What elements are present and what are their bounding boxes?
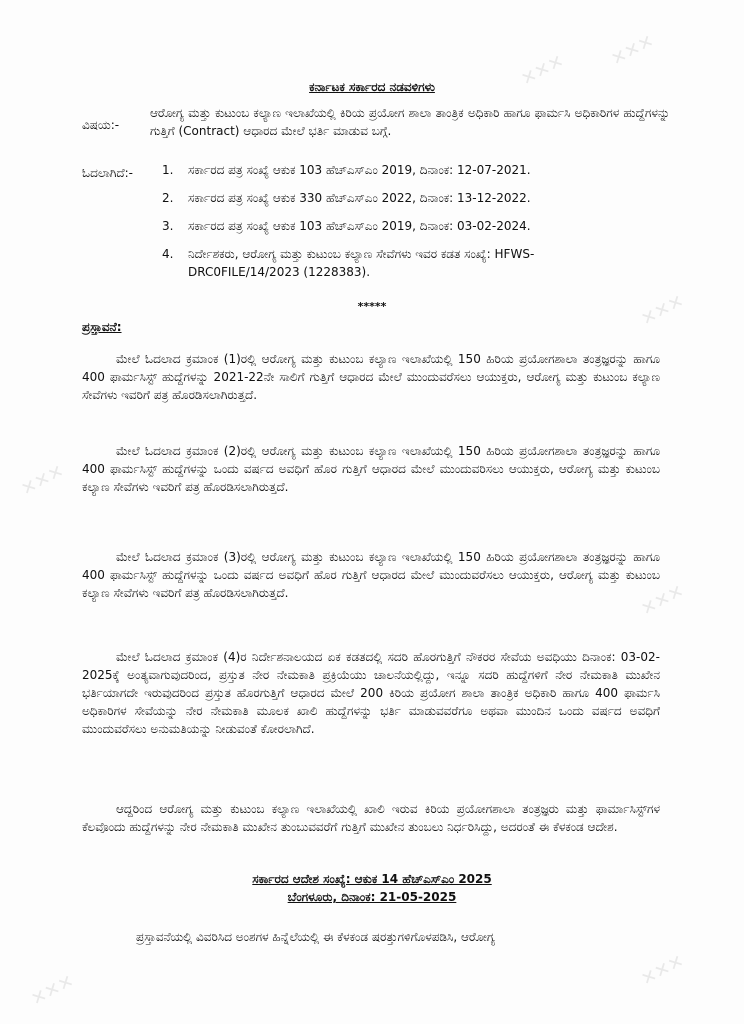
reference-text: ನಿರ್ದೇಶಕರು, ಆರೋಗ್ಯ ಮತ್ತು ಕುಟುಂಬ ಕಲ್ಯಾಣ ಸೇವೆಗಳು ಇವರ ಕಡತ ಸಂಖ್ಯೆ: HFWS-DRC0FILE/14/2023 (1228383). <box>188 247 535 279</box>
order-place-date: ಬೆಂಗಳೂರು, ದಿನಾಂಕ: 21-05-2025 <box>287 890 457 904</box>
watermark-mark: ✕✕✕ <box>607 30 658 71</box>
preamble-paragraph: ಆದ್ದರಿಂದ ಆರೋಗ್ಯ ಮತ್ತು ಕುಟುಂಬ ಕಲ್ಯಾಣ ಇಲಾಖೆಯಲ್ಲಿ ಖಾಲಿ ಇರುವ ಕಿರಿಯ ಪ್ರಯೋಗಶಾಲಾ ತಂತ್ರಜ್ಞರು ಮತ್ತು ಫಾರ್ಮಾಸಿಸ್ಟ್‌ಗಳ ಕೆಲವೊಂದು ಹುದ್ದೆಗಳನ್ನು ನೇರ ನೇಮಕಾತಿ ಮುಖೇನ ತುಂಬುವವರೆಗೆ ಗುತ್ತಿಗೆ ಮುಖೇನ ತುಂಬಲು ನಿರ್ಧರಿಸಿದ್ದು, ಅದರಂತೆ ಈ ಕೆಳಕಂಡ ಆದೇಶ. <box>82 802 660 834</box>
preamble-paragraph: ಮೇಲೆ ಓದಲಾದ ಕ್ರಮಾಂಕ (2)ರಲ್ಲಿ ಆರೋಗ್ಯ ಮತ್ತು ಕುಟುಂಬ ಕಲ್ಯಾಣ ಇಲಾಖೆಯಲ್ಲಿ 150 ಹಿರಿಯ ಪ್ರಯೋಗಶಾಲಾ ತಂತ್ರಜ್ಞರನ್ನು ಹಾಗೂ 400 ಫಾರ್ಮಸಿಸ್ಟ್ ಹುದ್ದೆಗಳನ್ನು ಒಂದು ವರ್ಷದ ಅವಧಿಗೆ ಹೊರ ಗುತ್ತಿಗೆ ಆಧಾರದ ಮೇಲೆ ಮುಂದುವರಿಸಲು ಆಯುಕ್ತರು, ಆರೋಗ್ಯ ಮತ್ತು ಕುಟುಂಬ ಕಲ್ಯಾಣ ಸೇವೆಗಳು ಇವರಿಗೆ ಪತ್ರ ಹೊರಡಿಸಲಾಗಿರುತ್ತದೆ. <box>82 444 660 494</box>
reference-item <box>162 161 642 179</box>
watermark-mark: ✕✕✕ <box>637 950 688 991</box>
reference-number: 1. <box>162 163 174 177</box>
watermark-mark: ✕✕✕ <box>517 50 568 91</box>
preamble-paragraph: ಮೇಲೆ ಓದಲಾದ ಕ್ರಮಾಂಕ (4)ರ ನಿರ್ದೇಶನಾಲಯದ ಏಕ ಕಡತದಲ್ಲಿ ಸದರಿ ಹೊರಗುತ್ತಿಗೆ ನೌಕರರ ಸೇವೆಯ ಅವಧಿಯು ದಿನಾಂಕ: 03-02-2025ಕ್ಕೆ ಅಂತ್ಯವಾಗುವುದರಿಂದ, ಪ್ರಸ್ತುತ ನೇರ ನೇಮಕಾತಿ ಪ್ರಕ್ರಿಯೆಯು ಚಾಲನೆಯಲ್ಲಿದ್ದು, ಇನ್ನೂ ಸದರಿ ಹುದ್ದೆಗಳಿಗೆ ನೇರ ನೇಮಕಾತಿ ಮುಖೇನ ಭರ್ತಿಯಾಗದೇ ಇರುವುದರಿಂದ ಪ್ರಸ್ತುತ ಹೊರಗುತ್ತಿಗೆ ಆಧಾರದ ಮೇಲೆ 200 ಕಿರಿಯ ಪ್ರಯೋಗ ಶಾಲಾ ತಾಂತ್ರಿಕ ಅಧಿಕಾರಿ ಹಾಗೂ 400 ಫಾರ್ಮಸಿ ಅಧಿಕಾರಿಗಳ ಸೇವೆಯನ್ನು ನೇರ ನೇಮಕಾತಿ ಮೂಲಕ ಖಾಲಿ ಹುದ್ದೆಗಳನ್ನು ಭರ್ತಿ ಮಾಡುವವರೆಗೂ ಅಥವಾ ಮುಂದಿನ ಒಂದು ವರ್ಷದ ಅವಧಿಗೆ ಮುಂದುವರೆಸಲು ಅನುಮತಿಯನ್ನು ನೀಡುವಂತೆ ಕೋರಲಾಗಿದೆ. <box>82 650 660 736</box>
separator-stars: ***** <box>357 300 387 313</box>
document-heading: ಕರ್ನಾಟಕ ಸರ್ಕಾರದ ನಡವಳಿಗಳು <box>309 80 435 94</box>
reference-text: ಸರ್ಕಾರದ ಪತ್ರ ಸಂಖ್ಯೆ ಆಕುಕ 103 ಹೆಚ್‌ಎಸ್‌ಎಂ 2019, ದಿನಾಂಕ: 12-07-2021. <box>188 163 531 177</box>
reference-item <box>162 217 642 235</box>
watermark-mark: ✕✕✕ <box>637 290 688 331</box>
watermark-mark: ✕✕✕ <box>17 460 68 501</box>
order-number: ಸರ್ಕಾರದ ಆದೇಶ ಸಂಖ್ಯೆ: ಆಕುಕ 14 ಹೆಚ್‌ಎಸ್‌ಎಂ 2025 <box>252 872 492 886</box>
watermark-mark: ✕✕✕ <box>637 580 688 621</box>
reference-text: ಸರ್ಕಾರದ ಪತ್ರ ಸಂಖ್ಯೆ ಆಕುಕ 103 ಹೆಚ್‌ಎಸ್‌ಎಂ 2019, ದಿನಾಂಕ: 03-02-2024. <box>188 219 531 233</box>
reference-text: ಸರ್ಕಾರದ ಪತ್ರ ಸಂಖ್ಯೆ ಆಕುಕ 330 ಹೆಚ್‌ಎಸ್‌ಎಂ 2022, ದಿನಾಂಕ: 13-12-2022. <box>188 191 531 205</box>
subject-label: ವಿಷಯ:- <box>82 118 120 132</box>
subject-text: ಆರೋಗ್ಯ ಮತ್ತು ಕುಟುಂಬ ಕಲ್ಯಾಣ ಇಲಾಖೆಯಲ್ಲಿ ಕಿರಿಯ ಪ್ರಯೋಗ ಶಾಲಾ ತಾಂತ್ರಿಕ ಅಧಿಕಾರಿ ಹಾಗೂ ಫಾರ್ಮಸಿ ಅಧಿಕಾರಿಗಳ ಹುದ್ದೆಗಳನ್ನು ಗುತ್ತಿಗೆ (Contract) ಆಧಾರದ ಮೇಲೆ ಭರ್ತಿ ಮಾಡುವ ಬಗ್ಗೆ. <box>150 106 670 138</box>
reference-item <box>162 245 642 281</box>
reference-number: 4. <box>162 247 174 261</box>
reference-number: 2. <box>162 191 174 205</box>
preamble-paragraph: ಮೇಲೆ ಓದಲಾದ ಕ್ರಮಾಂಕ (1)ರಲ್ಲಿ ಆರೋಗ್ಯ ಮತ್ತು ಕುಟುಂಬ ಕಲ್ಯಾಣ ಇಲಾಖೆಯಲ್ಲಿ 150 ಹಿರಿಯ ಪ್ರಯೋಗಶಾಲಾ ತಂತ್ರಜ್ಞರನ್ನು ಹಾಗೂ 400 ಫಾರ್ಮಸಿಸ್ಟ್ ಹುದ್ದೆಗಳನ್ನು 2021-22ನೇ ಸಾಲಿಗೆ ಗುತ್ತಿಗೆ ಆಧಾರದ ಮೇಲೆ ಮುಂದುವರೆಸಲು ಆಯುಕ್ತರು, ಆರೋಗ್ಯ ಮತ್ತು ಕುಟುಂಬ ಕಲ್ಯಾಣ ಸೇವೆಗಳು ಇವರಿಗೆ ಪತ್ರ ಹೊರಡಿಸಲಾಗಿರುತ್ತದೆ. <box>82 352 660 402</box>
reference-item <box>162 189 642 207</box>
order-body-line: ಪ್ರಸ್ತಾವನೆಯಲ್ಲಿ ವಿವರಿಸಿದ ಅಂಶಗಳ ಹಿನ್ನೆಲೆಯಲ್ಲಿ ಈ ಕೆಳಕಂಡ ಷರತ್ತುಗಳಿಗೊಳಪಡಿಸಿ, ಆರೋಗ್ಯ <box>136 930 495 944</box>
references-list <box>162 161 642 291</box>
reference-number: 3. <box>162 219 174 233</box>
preamble-title: ಪ್ರಸ್ತಾವನೆ: <box>82 320 122 334</box>
preamble-paragraph: ಮೇಲೆ ಓದಲಾದ ಕ್ರಮಾಂಕ (3)ರಲ್ಲಿ ಆರೋಗ್ಯ ಮತ್ತು ಕುಟುಂಬ ಕಲ್ಯಾಣ ಇಲಾಖೆಯಲ್ಲಿ 150 ಹಿರಿಯ ಪ್ರಯೋಗಶಾಲಾ ತಂತ್ರಜ್ಞರನ್ನು ಹಾಗೂ 400 ಫಾರ್ಮಸಿಸ್ಟ್ ಹುದ್ದೆಗಳನ್ನು ಒಂದು ವರ್ಷದ ಅವಧಿಗೆ ಹೊರ ಗುತ್ತಿಗೆ ಆಧಾರದ ಮೇಲೆ ಮುಂದುವರೆಸಲು ಆಯುಕ್ತರು, ಆರೋಗ್ಯ ಮತ್ತು ಕುಟುಂಬ ಕಲ್ಯಾಣ ಸೇವೆಗಳು ಇವರಿಗೆ ಪತ್ರ ಹೊರಡಿಸಲಾಗಿರುತ್ತದೆ. <box>82 550 660 600</box>
references-label: ಓದಲಾಗಿದೆ:- <box>82 166 133 180</box>
watermark-mark: ✕✕✕ <box>27 970 78 1011</box>
